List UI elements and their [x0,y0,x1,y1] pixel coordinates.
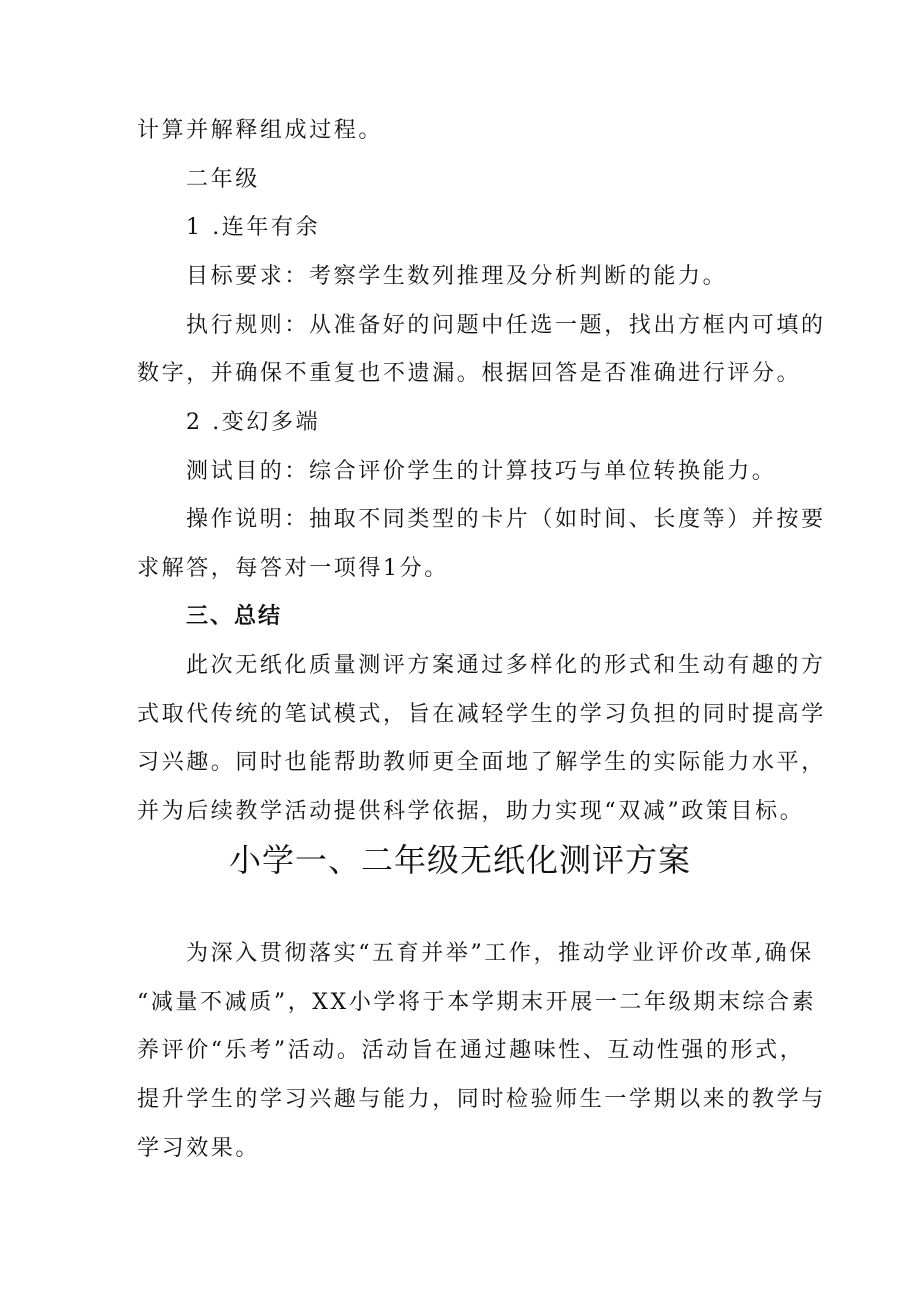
intro-line-3: 养评价“乐考”活动。活动旨在通过趣味性、互动性强的形式， [137,1038,805,1063]
item1-rule-line1: 执行规则：从准备好的问题中任选一题，找出方框内可填的 [186,313,826,338]
item1-title: 1 .连年有余 [186,215,321,240]
summary-line-3: 习兴趣。同时也能帮助教师更全面地了解学生的实际能力水平， [137,750,826,775]
item1-goal: 目标要求：考察学生数列推理及分析判断的能力。 [186,264,728,289]
item1-rule-line2: 数字，并确保不重复也不遗漏。根据回答是否准确进行评分。 [137,361,802,386]
item2-op-line2: 求解答，每答对一项得1分。 [137,556,449,581]
intro-line-4: 提升学生的学习兴趣与能力，同时检验师生一学期以来的教学与 [137,1087,826,1112]
item2-goal: 测试目的：综合评价学生的计算技巧与单位转换能力。 [186,459,777,484]
document-title: 小学一、二年级无纸化测评方案 [228,841,691,879]
intro-line-5: 学习效果。 [137,1136,261,1161]
grade-heading: 二年级 [186,167,260,192]
intro-line-1: 为深入贯彻落实“五育并举”工作，推动学业评价改革,确保 [186,941,814,966]
summary-heading: 三、总结 [186,604,283,629]
intro-line-2: “减量不减质”，XX小学将于本学期末开展一二年级期末综合素 [137,990,817,1015]
item2-op-line1: 操作说明：抽取不同类型的卡片（如时间、长度等）并按要 [186,507,826,532]
summary-line-1: 此次无纸化质量测评方案通过多样化的形式和生动有趣的方 [186,653,826,678]
item2-title: 2 .变幻多端 [186,410,321,435]
summary-line-4: 并为后续教学活动提供科学依据，助力实现“双减”政策目标。 [137,799,805,824]
summary-line-2: 式取代传统的笔试模式，旨在减轻学生的学习负担的同时提高学 [137,702,826,727]
continuation-text: 计算并解释组成过程。 [137,118,384,143]
